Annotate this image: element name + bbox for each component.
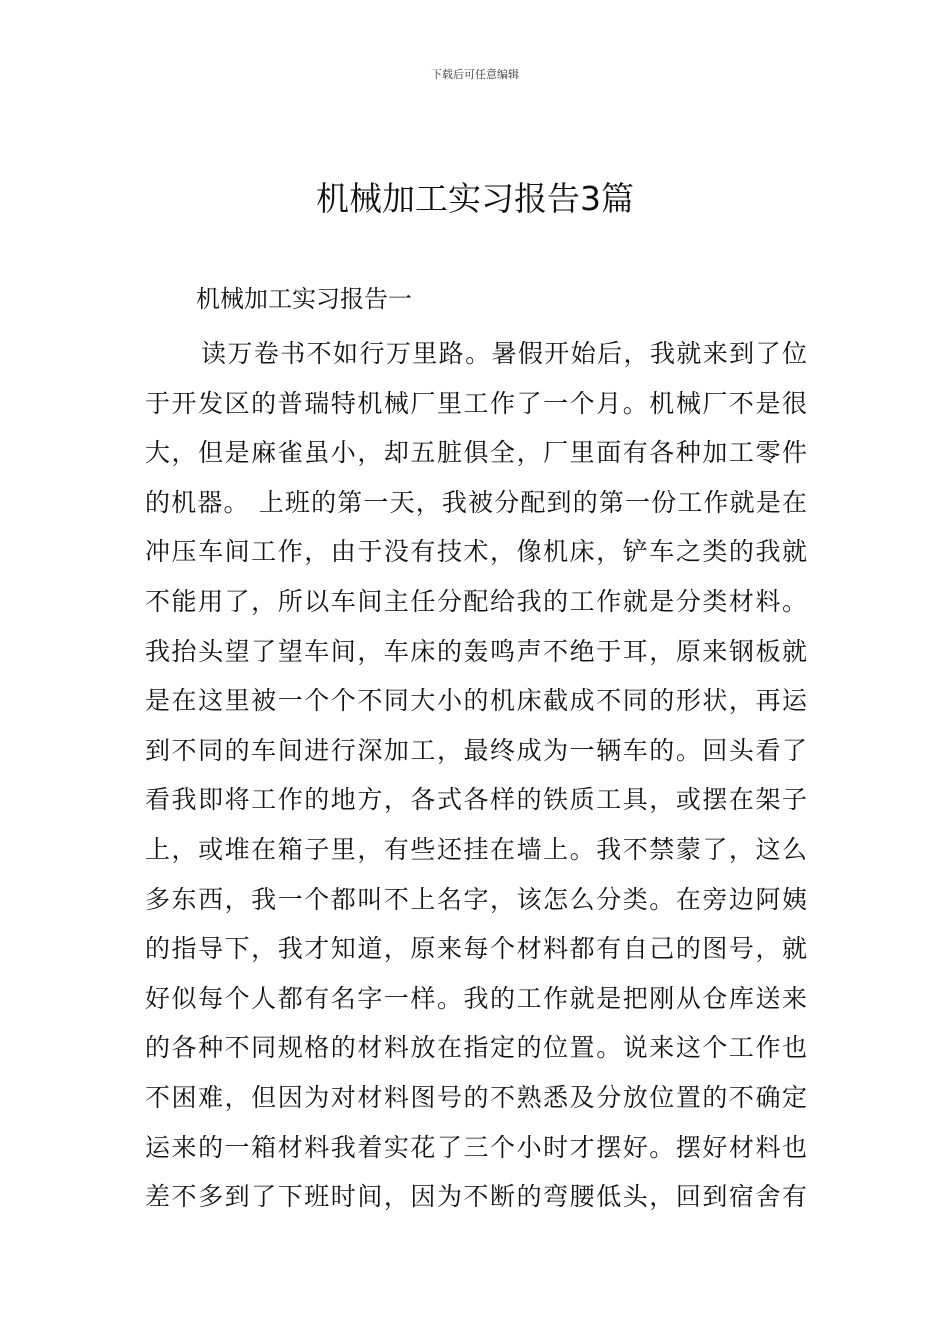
body-line: 运来的一箱材料我着实花了三个小时才摆好。摆好材料也: [145, 1132, 807, 1162]
body-line: 我抬头望了望车间，车床的轰鸣声不绝于耳，原来钢板就: [145, 636, 807, 666]
body-line: 看我即将工作的地方，各式各样的铁质工具，或摆在架子: [145, 785, 807, 815]
body-line: 到不同的车间进行深加工，最终成为一辆车的。回头看了: [145, 735, 807, 765]
body-line: 的机器。 上班的第一天，我被分配到的第一份工作就是在: [145, 487, 807, 517]
body-line: 冲压车间工作，由于没有技术，像机床，铲车之类的我就: [145, 537, 807, 567]
section-heading: 机械加工实习报告一: [196, 285, 412, 313]
body-line: 于开发区的普瑞特机械厂里工作了一个月。机械厂不是很: [145, 388, 807, 418]
body-line: 不能用了，所以车间主任分配给我的工作就是分类材料。: [145, 586, 807, 616]
body-line: 多东西，我一个都叫不上名字，该怎么分类。在旁边阿姨: [145, 884, 807, 914]
body-line: 上，或堆在箱子里，有些还挂在墙上。我不禁蒙了，这么: [145, 834, 807, 864]
body-line: 读万卷书不如行万里路。暑假开始后，我就来到了位: [201, 339, 807, 368]
header-note: 下载后可任意编辑: [431, 68, 519, 81]
body-text: [145, 329, 807, 1222]
body-line: 是在这里被一个个不同大小的机床截成不同的形状，再运: [145, 686, 807, 716]
body-line: 差不多到了下班时间，因为不断的弯腰低头，回到宿舍有: [145, 1182, 807, 1212]
body-line: 大，但是麻雀虽小，却五脏俱全，厂里面有各种加工零件: [145, 438, 807, 468]
body-line: 好似每个人都有名字一样。我的工作就是把刚从仓库送来: [145, 983, 807, 1013]
body-line: 的各种不同规格的材料放在指定的位置。说来这个工作也: [145, 1033, 807, 1063]
body-line: 不困难，但因为对材料图号的不熟悉及分放位置的不确定: [145, 1082, 807, 1112]
body-line: 的指导下，我才知道，原来每个材料都有自己的图号，就: [145, 934, 807, 964]
document-title: 机械加工实习报告3篇: [316, 179, 634, 218]
